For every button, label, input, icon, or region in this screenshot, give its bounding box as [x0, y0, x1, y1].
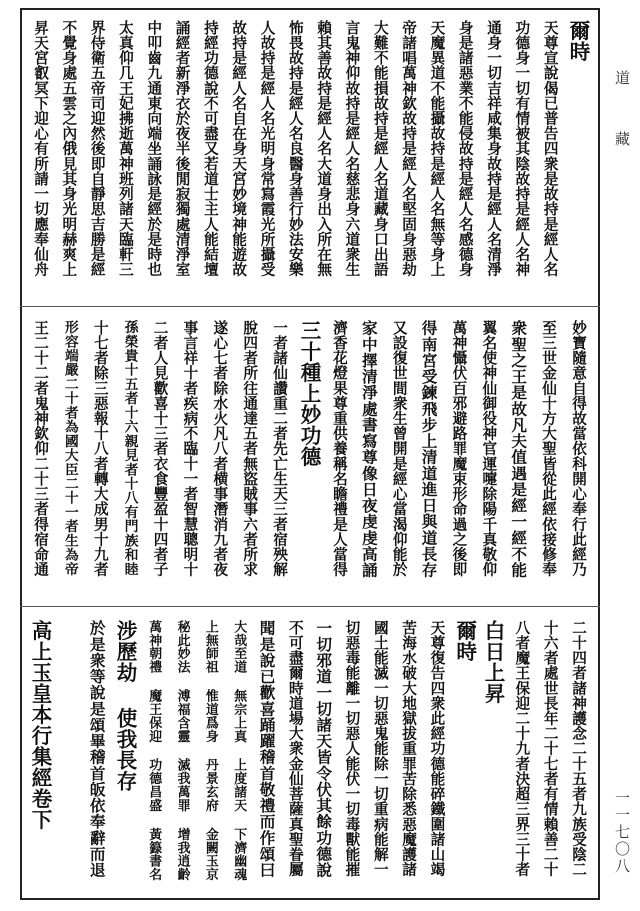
- text-column: 賴其善故持是經人名大道身出入所在無: [315, 20, 333, 277]
- text-column: 故持是經人名自在身天宮妙境神能遊故: [230, 20, 248, 277]
- text-column: 白日上昇: [481, 620, 506, 704]
- text-column: 切惡毒能離一切惡人能伏一切毒獸能摧: [343, 620, 361, 877]
- text-column: 秘此妙法 溥福含靈 滅我萬罪 增我逍齡: [174, 620, 190, 882]
- text-column: 衆聖之王是故凡夫值遇是經一經不能: [509, 320, 529, 578]
- text-column: 王二十二者鬼神欽仰二十三者得宿命通: [32, 320, 49, 577]
- text-column: 事言祥十者疾病不臨十一者智慧聰明十: [181, 320, 199, 577]
- text-column: 家中擇清淨處書寫尊像日夜虔虔高誦: [359, 320, 379, 578]
- section-divider: [20, 606, 600, 607]
- text-column: 國土能滅一切惡鬼能除一切重病能解一: [371, 620, 389, 877]
- text-column: 昇天宮叡冥下迎心有所請一切應奉仙舟: [32, 20, 49, 277]
- text-column: 持經功德說不可盡又若道士主人能結壇: [201, 20, 219, 277]
- text-column: 大哉至道 無宗上真 上度諸天 下濟幽魂: [231, 620, 247, 882]
- text-column: 言鬼神仰故持是經人名慈悲身六道衆生: [343, 20, 361, 277]
- text-column: 形容端嚴二十者為國大臣二十一者生為帝: [61, 320, 78, 576]
- text-column: 一切邪道一切諸天皆令伏其餘功德說: [314, 620, 334, 878]
- text-column: 爾時: [566, 20, 590, 62]
- text-column: 太真仰几王妃拂逝萬神班列諸天臨軒三: [116, 20, 134, 277]
- text-column: 妙寶隨意自得故當依科開心奉行此經乃: [570, 320, 587, 577]
- page-number: 一一七〇八: [613, 790, 631, 875]
- text-column: 至三世金仙十方大聖皆從此經依接修奉: [540, 320, 558, 577]
- text-column: 不覺身處五雲之內俄見其身光明赫爽上: [60, 20, 78, 277]
- text-column: 高上玉皇本行集經卷下: [28, 620, 52, 830]
- text-column: 不可盡爾時道場大衆金仙菩薩真聖眷屬: [286, 620, 304, 877]
- text-column: 翼名使神仙御役神官運嚏除陽千真敬仰: [480, 320, 498, 577]
- text-column: 大難不能損故持是經人名道藏身口出語: [371, 20, 389, 277]
- text-column: 十六者處世長年二十七者有情賴善二十: [541, 620, 559, 877]
- text-column: 一者諸仙讚重二者先亡生天三者宿殃解: [271, 320, 289, 577]
- text-column: 怖畏故持是經人名良醫身善行妙法安樂: [286, 20, 304, 277]
- collection-title: 道 藏: [613, 70, 631, 160]
- text-column: 遂心七者除水火凡八者横事潛消九者夜: [211, 320, 229, 577]
- text-column: 人故持是經人名光明身常寫霞光所攝受: [258, 20, 276, 277]
- text-column: 濟香花燈果尊重供養稱名瞻禮是人當得: [330, 320, 348, 577]
- text-column: 爾時: [452, 620, 477, 662]
- text-column: 三十種上妙功德: [297, 320, 321, 467]
- text-column: [57, 620, 79, 894]
- text-column: 又設復世間衆生曾開是經心當渴仰能於: [390, 320, 408, 577]
- text-column: 涉歷劫 使我長存: [112, 620, 137, 792]
- text-column: 中叩齒九通東向端坐誦詠是經於是時也: [145, 20, 163, 277]
- text-column: 功德身一切有情被其陰故持是經人名神: [513, 20, 531, 277]
- text-column: 八者魔王保迎二十九者決超三界三十者: [513, 620, 531, 877]
- text-column: 於是衆等說是頌畢稽首皈依奉辭而退: [87, 620, 107, 878]
- text-column: 脫四者所往通達五者無盜賊事六者所求: [241, 320, 259, 577]
- text-column: 誦經者新淨衣於夜半後閒寂獨處清淨室: [173, 20, 191, 277]
- text-column: 上無師祖 惟道爲身 丹景玄府 金闕玉京: [202, 620, 218, 882]
- text-column: 聞是說已歡喜踊躍稽首敬禮而作頌曰: [257, 620, 277, 878]
- text-column: 十七者除三惡報十八者轉大成男十九者: [91, 320, 109, 577]
- text-column: 得南宮受鍊飛步上清道進日與道長存: [419, 320, 439, 578]
- text-column: 天尊復告四衆此經功德能碎鐵圍諸山竭: [428, 620, 446, 877]
- text-column: 孫榮貴十五者十六親見者十八有門族和睦: [121, 320, 138, 576]
- text-column: 天魔異道不能攝故持是經人名無等身上: [428, 20, 446, 277]
- text-column: 身是諸惡業不能侵故持是經人名感德身: [456, 20, 474, 277]
- text-column: 天尊宣說偈已普告四衆是故持是經人名: [541, 20, 559, 277]
- text-column: 通身一切吉祥咸集身故持是經人名清淨: [485, 20, 503, 277]
- text-column: 帝諸唱萬神欽故持是經人名堅固身惡劫: [400, 20, 418, 277]
- section-divider: [20, 306, 600, 307]
- text-column: 二者人見歡喜十三者衣食豐盈十四者子: [151, 320, 169, 577]
- text-column: 二十四者諸神護念二十五者九族受陰二: [570, 620, 587, 877]
- text-column: 界侍衛五帝司迎然後即自靜思吉勝是經: [88, 20, 106, 277]
- text-column: 萬神懾伏百邪避路罪魔束形命過之後即: [450, 320, 468, 577]
- text-column: 苦海水破大地獄拔重罪苦除悉惡魔護諸: [400, 620, 418, 877]
- text-column: 萬神朝禮 魔王保迎 功德昌盛 黃籙書名: [146, 620, 162, 882]
